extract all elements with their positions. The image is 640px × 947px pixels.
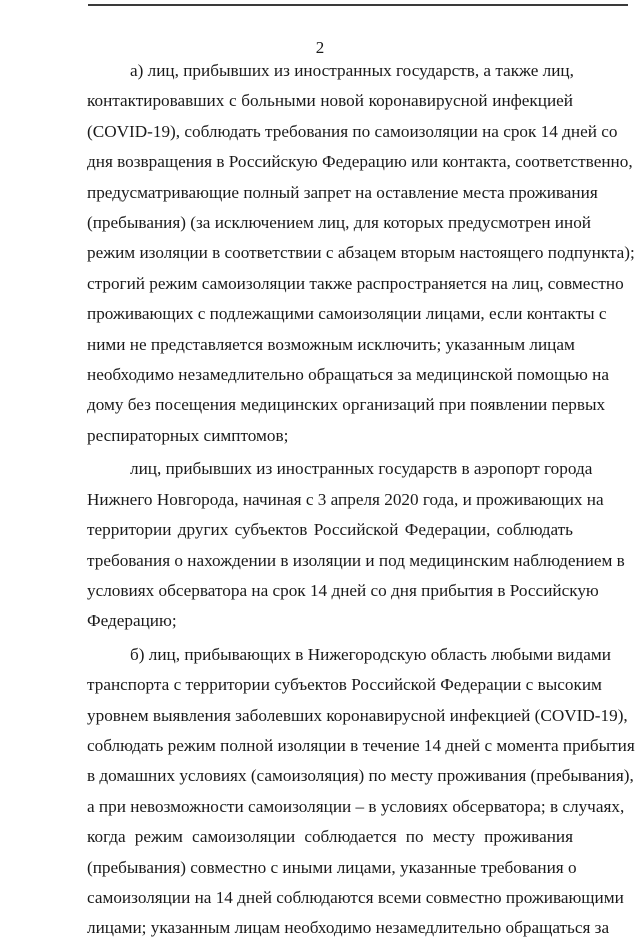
text-line: контактировавших с больными новой коронавирусной инфекцией (87, 91, 573, 111)
text-line: уровнем выявления заболевших коронавирусной инфекцией (COVID-19), (87, 705, 628, 725)
paragraph-a (87, 56, 635, 451)
text-line: лиц, прибывших из иностранных государств в аэропорт города (130, 459, 593, 479)
text-line: б) лиц, прибывающих в Нижегородскую область любыми видами (130, 644, 611, 664)
text-line: Федерацию; (87, 611, 177, 631)
text-line: условиях обсерватора на срок 14 дней со дня прибытия в Российскую (87, 580, 599, 600)
text-line: когда режим самоизоляции соблюдается по месту проживания (87, 827, 573, 847)
text-line: транспорта с территории субъектов Российской Федерации с высоким (87, 675, 602, 695)
text-line: территории других субъектов Российской Федерации, соблюдать (87, 520, 573, 540)
text-line: (пребывания) совместно с иными лицами, указанные требования о (87, 857, 577, 877)
text-line: а при невозможности самоизоляции – в условиях обсерватора; в случаях, (87, 796, 625, 816)
text-line: респираторных симптомов; (87, 425, 289, 445)
text-line: (COVID-19), соблюдать требования по самоизоляции на срок 14 дней со (87, 121, 618, 141)
document-body (87, 56, 635, 947)
top-edge-rule (88, 4, 628, 6)
text-line: предусматривающие полный запрет на оставление места проживания (87, 182, 598, 202)
text-line: Нижнего Новгорода, начиная с 3 апреля 2020 года, и проживающих на (87, 489, 604, 509)
text-line: (пребывания) (за исключением лиц, для которых предусмотрен иной (87, 213, 591, 233)
text-line: лицами; указанным лицам необходимо незамедлительно обращаться за (87, 918, 610, 938)
text-line: необходимо незамедлительно обращаться за медицинской помощью на (87, 365, 610, 385)
text-line: режим изоляции в соответствии с абзацем вторым настоящего подпункта); (87, 243, 635, 263)
text-line: соблюдать режим полной изоляции в течение 14 дней с момента прибытия (87, 735, 635, 755)
text-line: строгий режим самоизоляции также распространяется на лиц, совместно (87, 273, 624, 293)
text-line: проживающих с подлежащими самоизоляции лицами, если контакты с (87, 304, 607, 324)
page-number: 2 (315, 38, 325, 57)
text-line: самоизоляции на 14 дней соблюдаются всеми совместно проживающими (87, 887, 624, 907)
text-line: требования о нахождении в изоляции и под медицинским наблюдением в (87, 550, 625, 570)
text-line: дня возвращения в Российскую Федерацию или контакта, соответственно, (87, 152, 633, 172)
paragraph-b (87, 640, 635, 944)
text-line: дому без посещения медицинских организаций при появлении первых (87, 395, 606, 415)
text-line: в домашних условиях (самоизоляция) по месту проживания (пребывания), (87, 766, 634, 786)
paragraph-airport-arrivals (87, 454, 625, 636)
text-line: ними не представляется возможным исключить; указанным лицам (87, 334, 575, 354)
text-line: а) лиц, прибывших из иностранных государств, а также лиц, (130, 61, 574, 80)
